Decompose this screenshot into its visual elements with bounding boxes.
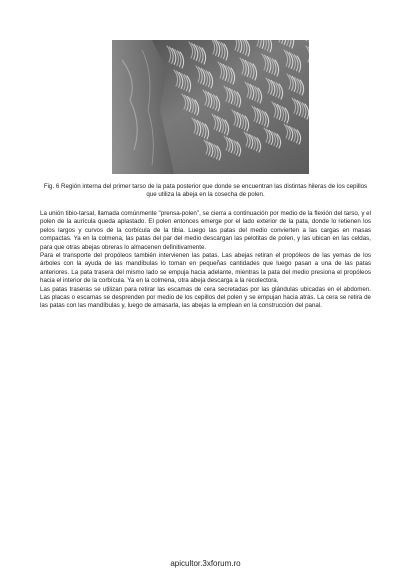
paragraph: Para el transporte del propóleos también intervienen las patas. Las abejas retiran el propóleos de las yemas de los árboles con la ayuda de las mandíbulas lo toman en pequeñas cantidades que luego pasan a una de las patas anteriores. La pata trasera del mismo lado se empuja hacia adelante, mientras la pata del medio presiona el propóleos hacia el interior de la corbícula. Ya en la colmena, otra abeja descarga a la recolectora. bbox=[40, 252, 371, 285]
micrograph-image bbox=[112, 40, 309, 174]
body-text bbox=[40, 210, 371, 311]
figure-caption: Fig. 6 Región interna del primer tarso de la pata posterior que donde se encuentran las distintas hileras de los cepillos que utiliza la abeja en la cosecha de polen. bbox=[43, 183, 368, 199]
paragraph: Las patas traseras se utilizan para retirar las escamas de cera secretadas por las glándulas ubicadas en el abdomen. Las placas o escamas se desprenden por medio de los cepillos del polen y se empujan hacia atrás. La cera se retira de las patas con las mandíbulas y, luego de amasarla, las abejas la emplean en la construcción del panal. bbox=[40, 285, 371, 310]
micrograph-drawing bbox=[112, 40, 309, 174]
paragraph: La unión tibio-tarsal, llamada comúnmente "prensa-polen", se cierra a continuación por medio de la flexión del tarso, y el polen de la aurícula queda aplastado. El polen entonces emerge por el lado exterior de la pata, donde lo retienen los pelos largos y curvos de la corbícula de la tibia. Luego las patas del medio convierten a las cargas en masas compactas. Ya en la colmena, las patas del par del medio descargan las pelotitas de polen, y las ubican en las celdas, para que otras abejas obreras lo almacenen definitivamente. bbox=[40, 210, 371, 251]
footer-site-url: apicultor.3xforum.ro bbox=[170, 559, 241, 568]
